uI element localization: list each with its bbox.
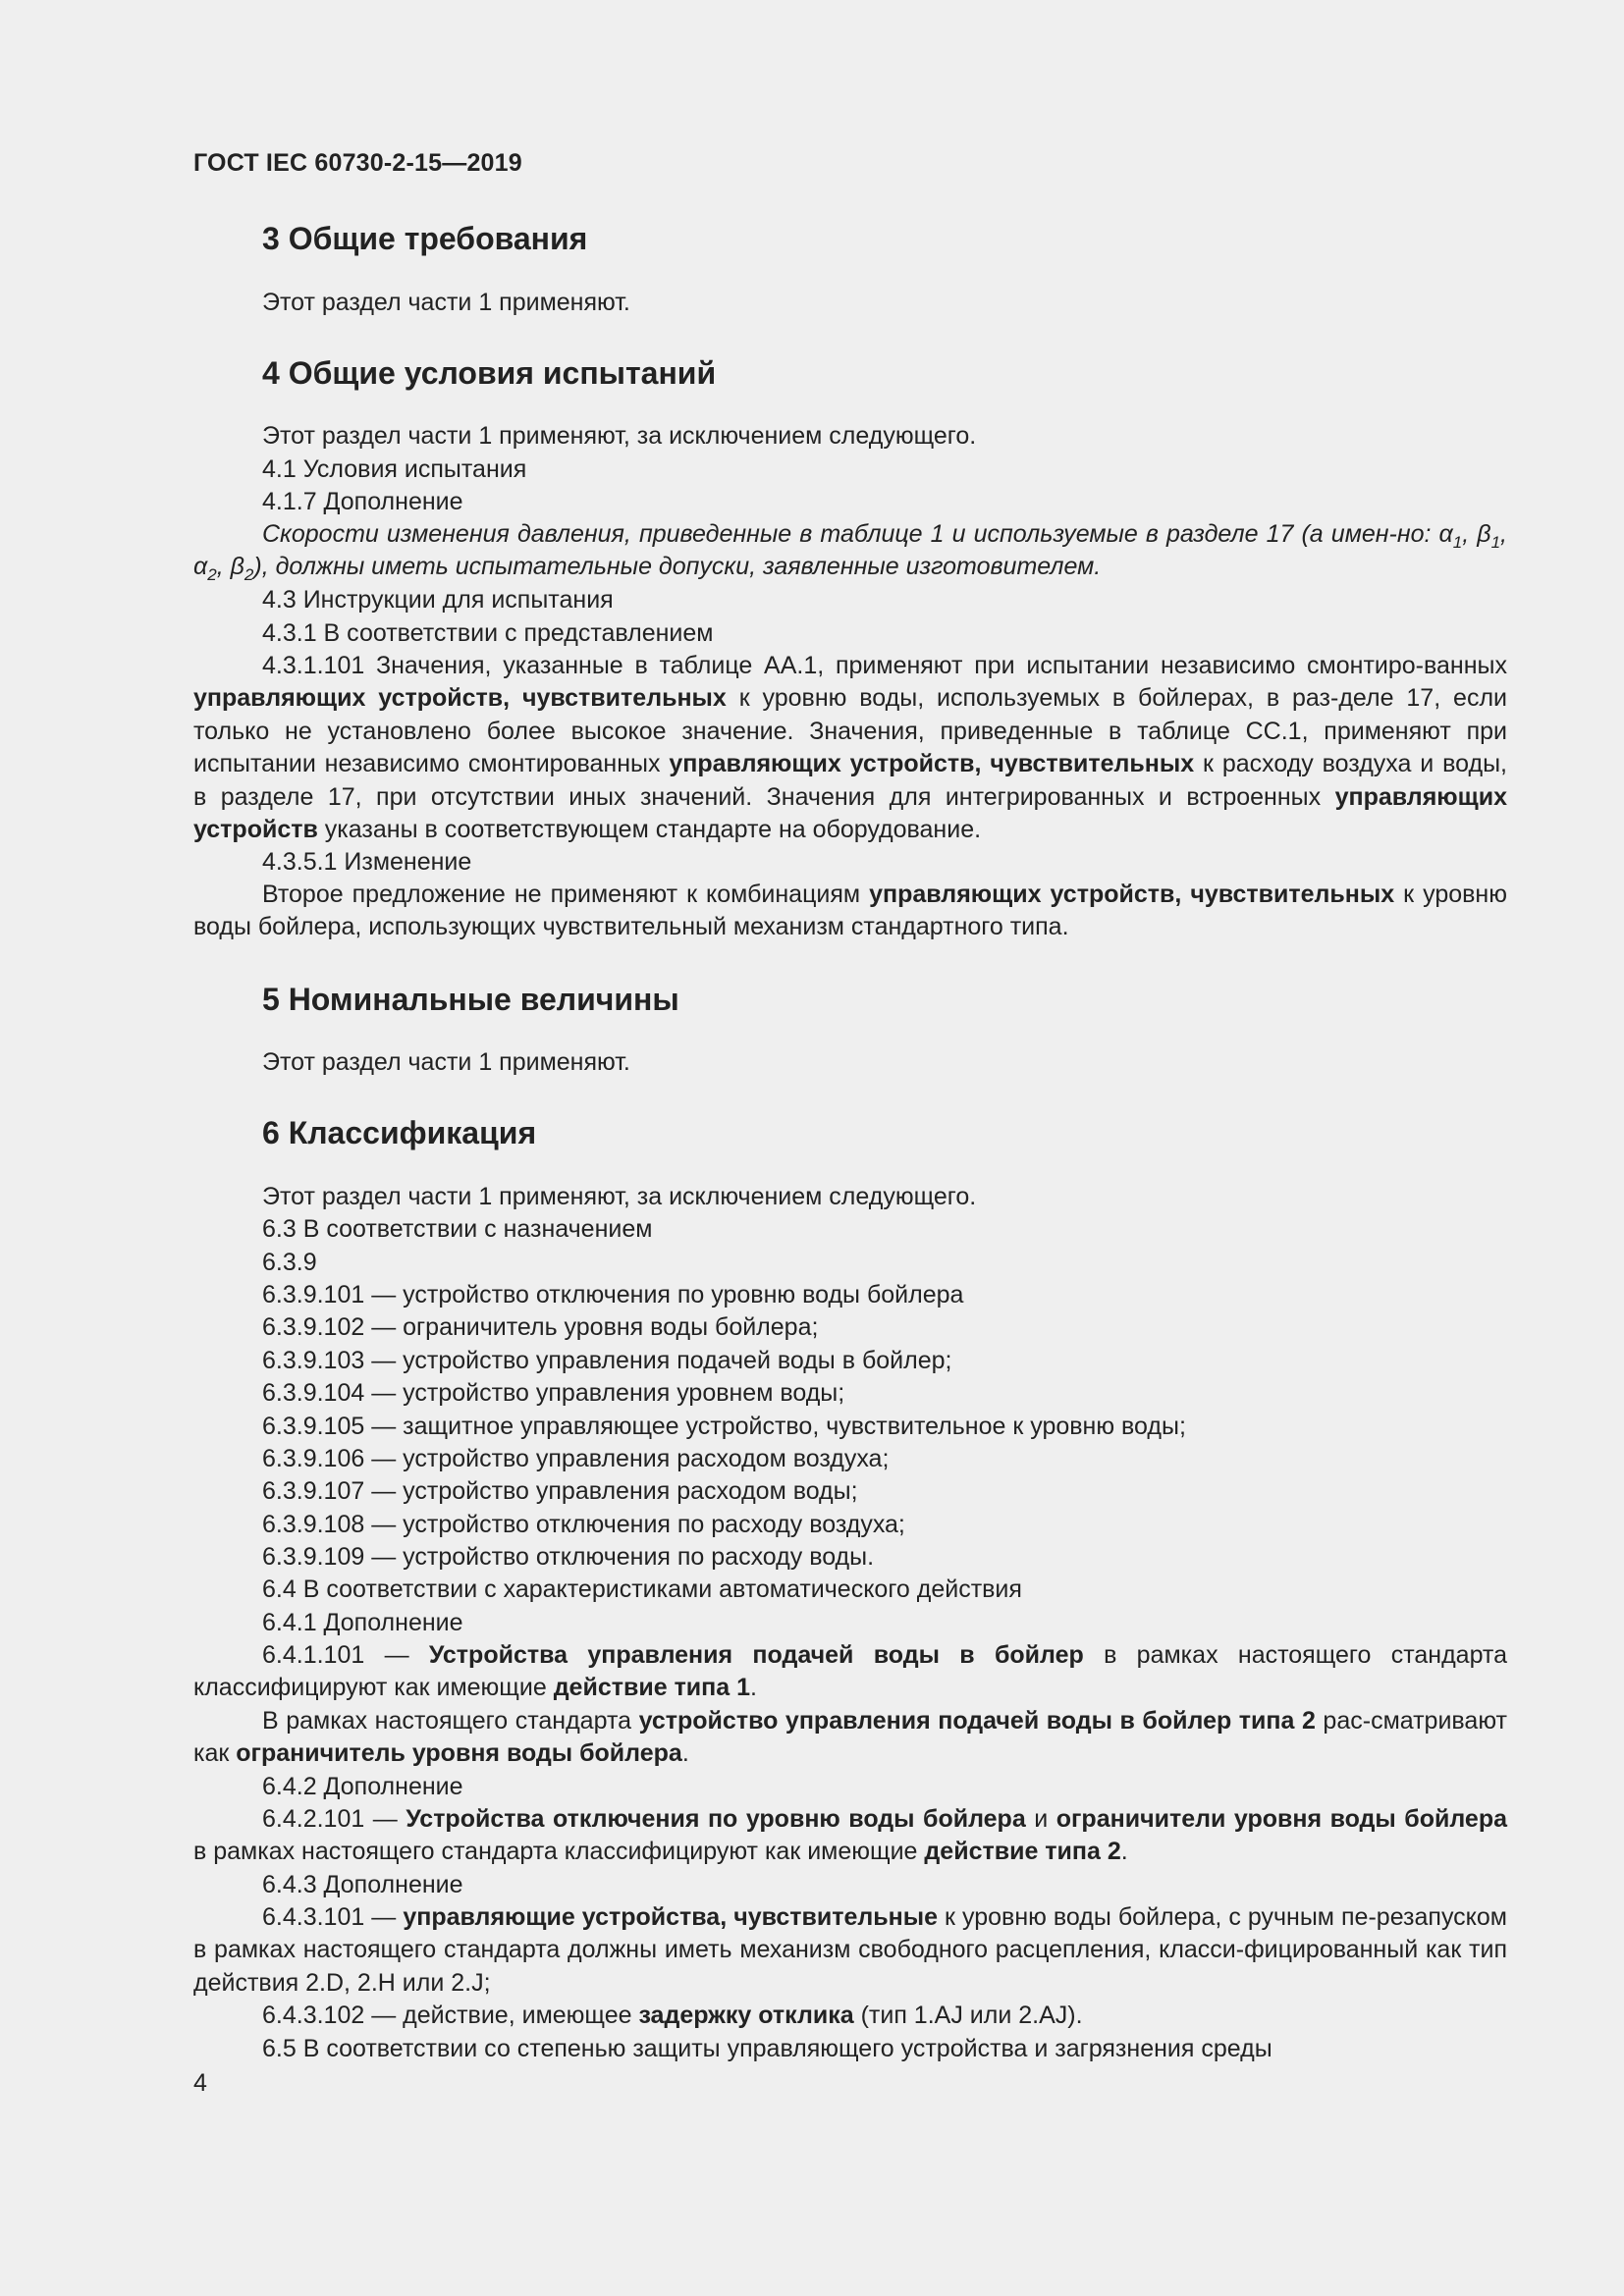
- clause-6-4: 6.4 В соответствии с характеристиками автоматического действия: [262, 1575, 1022, 1603]
- document-header: ГОСТ IEC 60730-2-15—2019: [193, 149, 522, 177]
- clause-4-1-7-text: Скорости изменения давления, приведенные в таблице 1 и используемые в разделе 17 (а имен-но: $\alpha_1$, $\beta_1$, $\alpha_2$, $\beta_2$), должны иметь испытательные допуски, заявленные изготовителем.: [193, 520, 1507, 585]
- list-item: 6.3.9.102 — ограничитель уровня воды бойлера;: [262, 1313, 819, 1341]
- section-5-text: Этот раздел части 1 применяют.: [262, 1048, 630, 1076]
- list-item: 6.3.9.104 — устройство управления уровнем воды;: [262, 1379, 845, 1407]
- clause-6-4-1-101: 6.4.1.101 — Устройства управления подачей воды в бойлер в рамках настоящего стандарта классифицируют как имеющие действие типа 1.: [193, 1641, 1507, 1702]
- clause-4-3-1: 4.3.1 В соответствии с представлением: [262, 619, 714, 647]
- clause-6-4-3: 6.4.3 Дополнение: [262, 1871, 463, 1898]
- list-item: 6.3.9.105 — защитное управляющее устройство, чувствительное к уровню воды;: [262, 1413, 1186, 1440]
- section-4-heading: 4 Общие условия испытаний: [262, 355, 717, 391]
- list-item: 6.3.9.109 — устройство отключения по расходу воды.: [262, 1543, 875, 1571]
- clause-4-3-5-1: 4.3.5.1 Изменение: [262, 848, 472, 876]
- clause-6-4-2: 6.4.2 Дополнение: [262, 1773, 463, 1800]
- clause-6-4-1-101-note: В рамках настоящего стандарта устройство управления подачей воды в бойлер типа 2 рас-сматривают как ограничитель уровня воды бойлера.: [193, 1707, 1507, 1768]
- section-4-intro: Этот раздел части 1 применяют, за исключением следующего.: [262, 422, 977, 450]
- list-item: 6.3.9.101 — устройство отключения по уровню воды бойлера: [262, 1281, 964, 1308]
- section-5-heading: 5 Номинальные величины: [262, 982, 679, 1017]
- clause-4-1: 4.1 Условия испытания: [262, 455, 527, 483]
- clause-6-4-3-101: 6.4.3.101 — управляющие устройства, чувствительные к уровню воды бойлера, с ручным пе-резапуском в рамках настоящего стандарта должны иметь механизм свободного расцепления, класси-фицированный как тип действия 2.D, 2.H или 2.J;: [193, 1903, 1507, 1997]
- clause-6-4-3-102: 6.4.3.102 — действие, имеющее задержку отклика (тип 1.AJ или 2.AJ).: [262, 2002, 1083, 2029]
- clause-4-3: 4.3 Инструкции для испытания: [262, 586, 614, 614]
- section-6-heading: 6 Классификация: [262, 1115, 537, 1150]
- clause-4-1-7: 4.1.7 Дополнение: [262, 488, 463, 515]
- page-number: 4: [193, 2069, 207, 2097]
- clause-6-4-2-101: 6.4.2.101 — Устройства отключения по уровню воды бойлера и ограничители уровня воды бойлера в рамках настоящего стандарта классифицируют как имеющие действие типа 2.: [193, 1805, 1508, 1866]
- section-3-text: Этот раздел части 1 применяют.: [262, 289, 630, 316]
- clause-4-3-1-101: 4.3.1.101 Значения, указанные в таблице АА.1, применяют при испытании независимо смонтиро-ванных управляющих устройств, чувствительных к уровню воды, используемых в бойлерах, в раз-деле 17, если только не установлено более высокое значение. Значения, приведенные в таблице СС.1, применяют при испытании независимо смонтированных управляющих устройств, чувствительных к расходу воздуха и воды, в разделе 17, при отсутствии иных значений. Значения для интегрированных и встроенных управляющих устройств указаны в соответствующем стандарте на оборудование.: [193, 652, 1507, 844]
- clause-6-5: 6.5 В соответствии со степенью защиты управляющего устройства и загрязнения среды: [262, 2035, 1272, 2062]
- clause-6-4-1: 6.4.1 Дополнение: [262, 1609, 463, 1636]
- list-item: 6.3.9.106 — устройство управления расходом воздуха;: [262, 1445, 890, 1472]
- list-item: 6.3.9.103 — устройство управления подачей воды в бойлер;: [262, 1347, 952, 1374]
- clause-6-3: 6.3 В соответствии с назначением: [262, 1215, 653, 1243]
- section-3-heading: 3 Общие требования: [262, 221, 588, 256]
- clause-4-3-5-1-text: Второе предложение не применяют к комбинациям управляющих устройств, чувствительных к уровню воды бойлера, использующих чувствительный механизм стандартного типа.: [193, 881, 1507, 941]
- list-item: 6.3.9.108 — устройство отключения по расходу воздуха;: [262, 1511, 905, 1538]
- section-6-intro: Этот раздел части 1 применяют, за исключением следующего.: [262, 1183, 977, 1210]
- list-item: 6.3.9.107 — устройство управления расходом воды;: [262, 1477, 858, 1505]
- clause-6-3-9: 6.3.9: [262, 1249, 317, 1276]
